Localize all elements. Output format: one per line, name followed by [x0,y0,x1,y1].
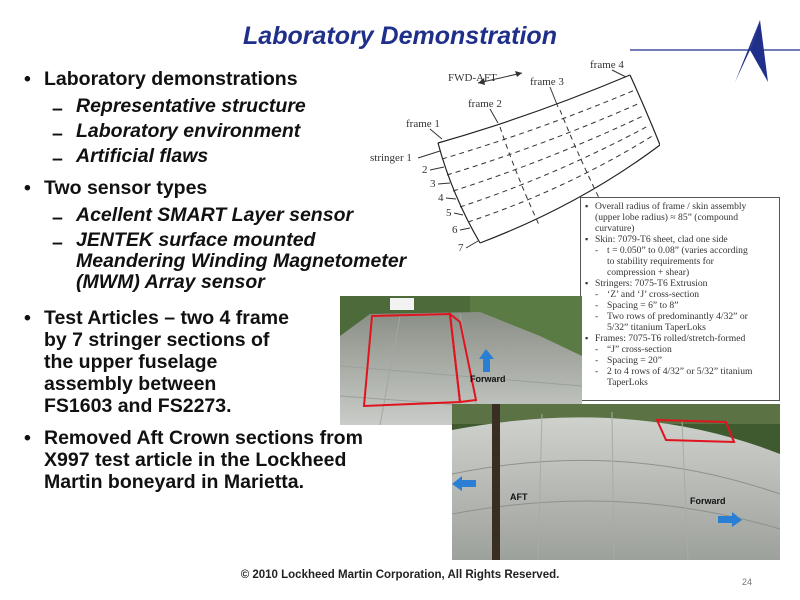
spec-radius: ▪ Overall radius of frame / skin assembly (upper lobe radius) ≈ 85” (compound curvature) [585,201,775,234]
spec-frames-section: - “J” cross-section [585,344,775,355]
frame-label: frame 2 [468,98,502,110]
stringer-number: 2 [422,164,428,176]
stringer-number: 4 [438,192,444,204]
fwd-aft-label: FWD-AFT [448,72,497,84]
photo-aft-label: AFT [510,492,528,502]
sub-bullet: – Representative structure [52,95,306,120]
spec-stringers-rows: - Two rows of predominantly 4/32” or 5/32” titanium TaperLoks [585,311,775,333]
frame-label: frame 4 [590,59,624,71]
sub-bullet: – JENTEK surface mounted Meandering Winding Magnetometer (MWM) Array sensor [52,229,407,293]
bullet-lab-demos: • Laboratory demonstrations [24,66,444,92]
spec-stringers-spacing: - Spacing = 6” to 8” [585,300,775,311]
slide-title: Laboratory Demonstration [243,22,557,50]
photo-forward-label: Forward [470,374,506,384]
spec-stringers: ▪ Stringers: 7075-T6 Extrusion [585,278,775,289]
frame-label: frame 3 [530,76,564,88]
photo-forward-label: Forward [690,496,726,506]
stringer-label: stringer 1 [370,152,412,164]
spec-skin: ▪ Skin: 7079-T6 sheet, clad one side [585,234,775,245]
copyright-footer: © 2010 Lockheed Martin Corporation, All Rights Reserved. [240,569,560,581]
fuselage-crown-photo-side [452,404,780,560]
sub-bullet: – Acellent SMART Layer sensor [52,204,354,229]
bullet-test-articles: • Test Articles – two 4 frame by 7 stringer sections of the upper fuselage assembly between FS1603 and FS2273. [24,307,444,417]
stringer-number: 5 [446,207,452,219]
spec-frames-spacing: - Spacing = 20” [585,355,775,366]
page-number: 24 [742,577,753,587]
frame-label: frame 1 [406,118,440,130]
spec-stringers-section: - ‘Z’ and ‘J’ cross-section [585,289,775,300]
sub-bullet: – Artificial flaws [52,145,209,170]
stringer-number: 3 [430,178,436,190]
specifications-box [580,197,780,401]
stringer-number: 6 [452,224,458,236]
sub-bullet: – Laboratory environment [52,120,301,145]
spec-frames: ▪ Frames: 7075-T6 rolled/stretch-formed [585,333,775,344]
bullet-sensor-types: • Two sensor types [24,175,444,201]
stringer-number: 7 [458,242,464,254]
bullet-removed: • Removed Aft Crown sections from X997 test article in the Lockheed Martin boneyard in Marietta. [24,427,444,493]
spec-frames-rows: - 2 to 4 rows of 4/32” or 5/32” titanium TaperLoks [585,366,775,388]
spec-skin-thickness: - t = 0.050” to 0.08” (varies according to stability requirements for compression + shear) [585,245,775,278]
